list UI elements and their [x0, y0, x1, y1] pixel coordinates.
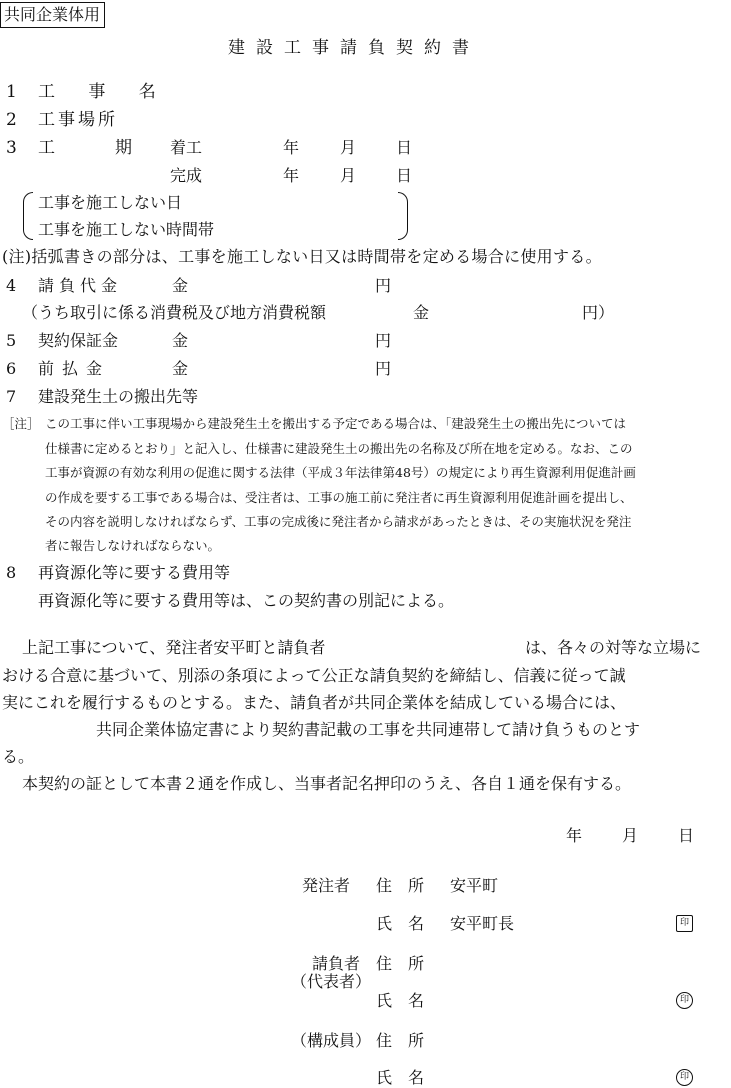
item-6-label: 前払金	[38, 359, 111, 378]
orderer-name-value: 安平町長	[450, 914, 515, 933]
end-month: 月	[340, 166, 357, 185]
note-line: 仕様書に定めるとおり」と記入し、仕様書に建設発生土の搬出先の名称及び所在地を定める。なお、この	[45, 441, 633, 456]
item-2-number: 2	[6, 110, 17, 130]
representative-name-label: 氏 名	[376, 991, 425, 1010]
tax-label: （うち取引に係る消費税及び地方消費税額	[22, 303, 327, 322]
note-line: その内容を説明しなければならず、工事の完成後に発注者から請求があったときは、その実施状況を発注	[45, 514, 632, 529]
representative-label: （代表者）	[291, 972, 372, 991]
item-3-label-a: 工	[38, 138, 55, 158]
note-line: この工事に伴い工事現場から建設発生土を搬出する予定である場合は、「建設発生土の搬出先については	[45, 416, 627, 431]
sign-year: 年	[566, 826, 583, 845]
start-month: 月	[340, 138, 357, 157]
document-title: 建設工事請負契約書	[228, 38, 480, 58]
body-paragraph-line: 実にこれを履行するものとする。また、請負者が共同企業体を結成している場合には、	[2, 693, 627, 712]
end-year: 年	[283, 166, 300, 185]
end-day: 日	[396, 166, 413, 185]
contractor-address-label: 住 所	[376, 954, 425, 973]
item-4-number: 4	[6, 276, 17, 295]
item-4-kin: 金	[172, 276, 189, 295]
item-3-label-b: 期	[115, 138, 132, 158]
item-8-body: 再資源化等に要する費用等は、この契約書の別記による。	[38, 591, 455, 610]
item-6-yen: 円	[375, 359, 392, 378]
item-7-number: 7	[6, 387, 17, 406]
body-paragraph-line: 上記工事について、発注者安平町と請負者	[22, 638, 326, 657]
tax-kin: 金	[413, 303, 430, 322]
contractor-label: 請負者	[312, 954, 361, 973]
orderer-address-value: 安平町	[450, 876, 499, 895]
item-6-kin: 金	[172, 359, 189, 378]
note-mark: ［注］	[2, 416, 40, 431]
right-brace	[398, 192, 408, 240]
note-line: 者に報告しなければならない。	[45, 538, 221, 553]
item-1-label: 工 事 名	[38, 82, 170, 102]
orderer-label: 発注者	[302, 876, 351, 895]
end-label: 完成	[170, 166, 203, 185]
note-line: の作成を要する工事である場合は、受注者は、工事の施工前に発注者に再生資源利用促進計画を提出し、	[45, 490, 633, 505]
start-label: 着工	[170, 138, 203, 157]
body-paragraph-line: る。	[2, 747, 35, 766]
item-8-label: 再資源化等に要する費用等	[38, 563, 231, 582]
body-paragraph-line: 共同企業体協定書により契約書記載の工事を共同連帯して請け負うものとす	[96, 720, 641, 739]
member-name-label: 氏 名	[376, 1068, 425, 1087]
start-day: 日	[396, 138, 413, 157]
representative-seal-icon: 印	[676, 992, 693, 1009]
note-line: 工事が資源の有効な利用の促進に関する法律（平成３年法律第48号）の規定により再生資源利用促進計画	[45, 465, 636, 480]
item-4-yen: 円	[375, 276, 392, 295]
item-3-number: 3	[6, 138, 17, 158]
body-paragraph-line: は、各々の対等な立場に	[525, 638, 702, 657]
item-6-number: 6	[6, 359, 17, 378]
sign-month: 月	[622, 826, 639, 845]
body-paragraph-line: おける合意に基づいて、別添の条項によって公正な請負契約を締結し、信義に従って誠	[2, 666, 626, 685]
sign-day: 日	[678, 826, 695, 845]
no-work-time-label: 工事を施工しない時間帯	[38, 220, 215, 239]
parenthesis-note: (注)括弧書きの部分は、工事を施工しない日又は時間帯を定める場合に使用する。	[2, 247, 602, 266]
item-5-number: 5	[6, 331, 17, 350]
orderer-seal-icon: 印	[676, 915, 693, 932]
member-label: （構成員）	[291, 1031, 372, 1050]
item-5-label: 契約保証金	[38, 331, 119, 350]
item-8-number: 8	[6, 563, 17, 582]
orderer-address-label: 住 所	[376, 876, 425, 895]
item-5-kin: 金	[172, 331, 189, 350]
item-2-label: 工事場所	[38, 110, 118, 130]
item-5-yen: 円	[375, 331, 392, 350]
item-1-number: 1	[6, 82, 17, 102]
member-address-label: 住 所	[376, 1031, 425, 1050]
member-seal-icon: 印	[676, 1069, 693, 1086]
start-year: 年	[283, 138, 300, 157]
document-type-tag: 共同企業体用	[0, 2, 105, 28]
tax-yen-close: 円）	[582, 303, 615, 322]
left-brace	[23, 192, 33, 240]
item-7-label: 建設発生土の搬出先等	[38, 387, 199, 406]
no-work-day-label: 工事を施工しない日	[38, 193, 183, 212]
orderer-name-label: 氏 名	[376, 914, 425, 933]
item-4-label: 請負代金	[38, 276, 123, 295]
body-paragraph-closing: 本契約の証として本書２通を作成し、当事者記名押印のうえ、各自１通を保有する。	[22, 774, 631, 793]
